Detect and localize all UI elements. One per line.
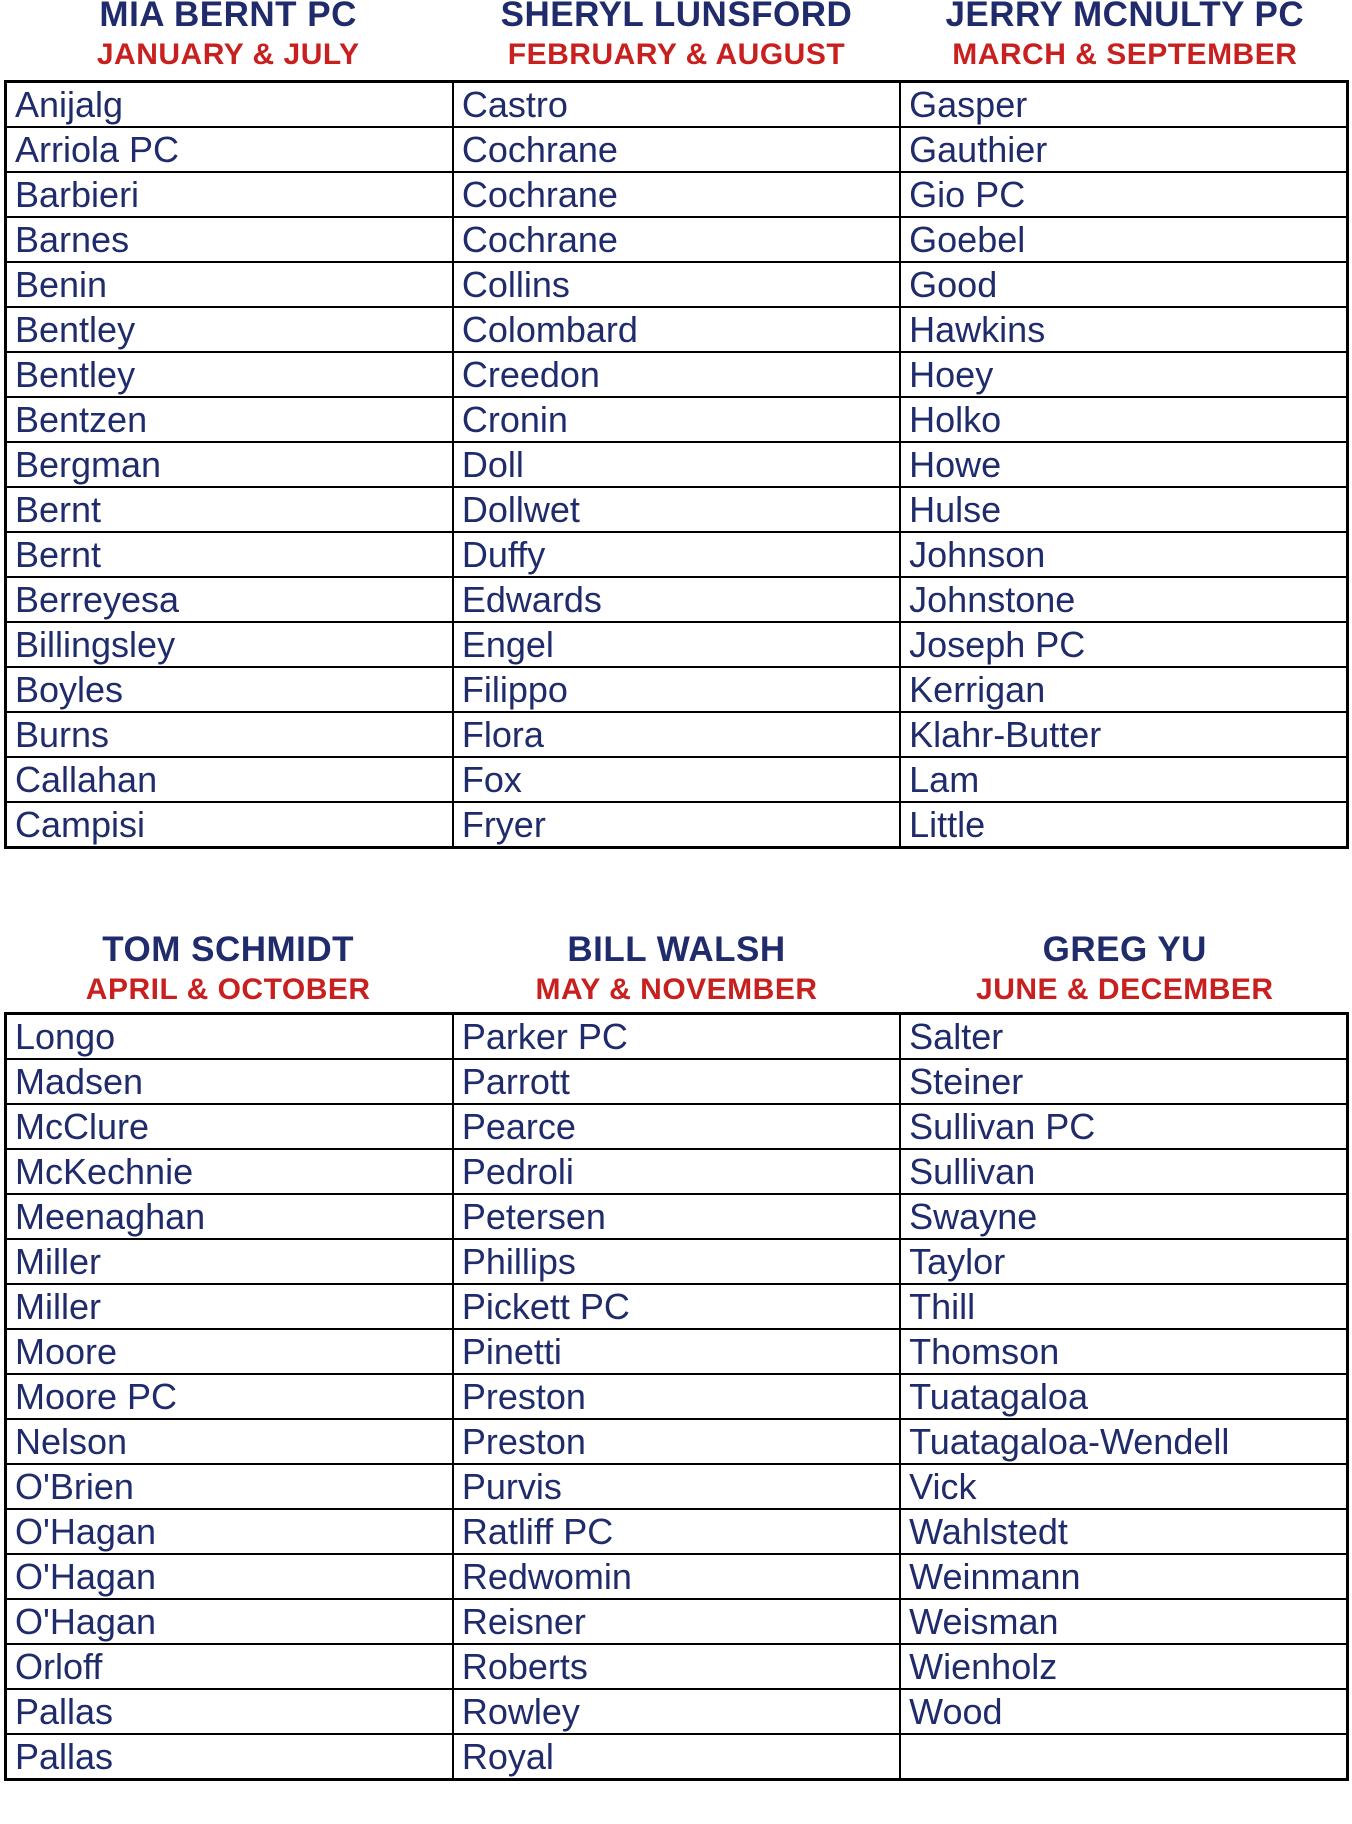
table-cell: Cochrane [453, 127, 900, 172]
table-cell: O'Hagan [6, 1554, 453, 1599]
table-cell: Goebel [900, 217, 1347, 262]
table-cell: Preston [453, 1374, 900, 1419]
bottom-column-headers [4, 932, 1349, 1012]
table-cell: Boyles [6, 667, 453, 712]
top-column-headers [4, 0, 1349, 80]
table-cell: Sullivan [900, 1149, 1347, 1194]
table-cell: Taylor [900, 1239, 1347, 1284]
table-cell: Barnes [6, 217, 453, 262]
table-cell: O'Hagan [6, 1599, 453, 1644]
table-cell: Flora [453, 712, 900, 757]
bottom-roster-body [6, 1014, 1348, 1780]
table-row [6, 667, 1348, 712]
assignee-name: JERRY MCNULTY PC [945, 0, 1305, 34]
table-cell: Wienholz [900, 1644, 1347, 1689]
table-cell: Royal [453, 1734, 900, 1780]
assignee-name: MIA BERNT PC [99, 0, 357, 34]
table-cell: Miller [6, 1284, 453, 1329]
table-cell: Swayne [900, 1194, 1347, 1239]
table-row [6, 442, 1348, 487]
table-cell: Redwomin [453, 1554, 900, 1599]
table-cell: Vick [900, 1464, 1347, 1509]
table-cell: Parker PC [453, 1014, 900, 1060]
table-row [6, 1554, 1348, 1599]
top-roster-table [4, 80, 1349, 849]
table-cell: Edwards [453, 577, 900, 622]
table-cell: Sullivan PC [900, 1104, 1347, 1149]
table-row [6, 577, 1348, 622]
table-cell: Duffy [453, 532, 900, 577]
table-cell: Hawkins [900, 307, 1347, 352]
table-row [6, 1239, 1348, 1284]
table-cell: Pallas [6, 1734, 453, 1780]
table-cell: Salter [900, 1014, 1347, 1060]
table-cell: Campisi [6, 802, 453, 848]
table-cell: Billingsley [6, 622, 453, 667]
column-header [4, 932, 452, 1012]
table-row [6, 1599, 1348, 1644]
table-row [6, 217, 1348, 262]
table-cell: Weinmann [900, 1554, 1347, 1599]
table-cell: Pinetti [453, 1329, 900, 1374]
table-cell: Fox [453, 757, 900, 802]
table-cell: O'Hagan [6, 1509, 453, 1554]
table-row [6, 397, 1348, 442]
table-cell: Arriola PC [6, 127, 453, 172]
table-row [6, 1374, 1348, 1419]
table-row [6, 487, 1348, 532]
table-cell: Klahr-Butter [900, 712, 1347, 757]
column-header [4, 0, 452, 80]
table-cell: Ratliff PC [453, 1509, 900, 1554]
table-cell: Kerrigan [900, 667, 1347, 712]
table-cell: Pickett PC [453, 1284, 900, 1329]
table-cell: Holko [900, 397, 1347, 442]
table-row [6, 532, 1348, 577]
table-cell: Engel [453, 622, 900, 667]
table-cell: Callahan [6, 757, 453, 802]
table-cell: Howe [900, 442, 1347, 487]
assignee-name: SHERYL LUNSFORD [500, 0, 853, 34]
table-row [6, 802, 1348, 848]
table-cell: Steiner [900, 1059, 1347, 1104]
assignee-name: TOM SCHMIDT [102, 930, 355, 969]
table-row [6, 307, 1348, 352]
table-row [6, 1689, 1348, 1734]
table-row [6, 1059, 1348, 1104]
table-cell: Bentzen [6, 397, 453, 442]
table-cell: Rowley [453, 1689, 900, 1734]
table-cell: Bernt [6, 532, 453, 577]
table-cell: Cochrane [453, 172, 900, 217]
table-row [6, 172, 1348, 217]
table-cell: Doll [453, 442, 900, 487]
table-cell: McClure [6, 1104, 453, 1149]
table-cell: Anijalg [6, 82, 453, 128]
assigned-months: APRIL & OCTOBER [85, 973, 371, 1006]
table-cell: Parrott [453, 1059, 900, 1104]
table-cell: Thill [900, 1284, 1347, 1329]
table-cell: Madsen [6, 1059, 453, 1104]
assigned-months: MAY & NOVEMBER [535, 973, 818, 1006]
table-row [6, 1194, 1348, 1239]
column-header [901, 0, 1349, 80]
table-cell: Pearce [453, 1104, 900, 1149]
table-cell [900, 1734, 1347, 1780]
table-cell: Hulse [900, 487, 1347, 532]
table-cell: McKechnie [6, 1149, 453, 1194]
table-cell: Filippo [453, 667, 900, 712]
table-cell: Bergman [6, 442, 453, 487]
assignee-name: BILL WALSH [567, 930, 786, 969]
table-cell: Nelson [6, 1419, 453, 1464]
table-cell: Colombard [453, 307, 900, 352]
bottom-roster-section [4, 932, 1349, 1781]
table-cell: Collins [453, 262, 900, 307]
table-cell: Bentley [6, 307, 453, 352]
bottom-roster-table [4, 1012, 1349, 1781]
table-cell: Meenaghan [6, 1194, 453, 1239]
table-cell: Gasper [900, 82, 1347, 128]
table-cell: Miller [6, 1239, 453, 1284]
table-cell: Cochrane [453, 217, 900, 262]
column-header [452, 932, 900, 1012]
table-row [6, 262, 1348, 307]
assigned-months: JANUARY & JULY [96, 38, 360, 71]
table-cell: Reisner [453, 1599, 900, 1644]
assigned-months: MARCH & SEPTEMBER [952, 38, 1298, 71]
table-row [6, 82, 1348, 128]
table-cell: Burns [6, 712, 453, 757]
table-cell: Johnstone [900, 577, 1347, 622]
table-cell: Fryer [453, 802, 900, 848]
assigned-months: JUNE & DECEMBER [976, 973, 1274, 1006]
table-row [6, 1644, 1348, 1689]
table-row [6, 1104, 1348, 1149]
table-row [6, 712, 1348, 757]
table-row [6, 622, 1348, 667]
table-cell: Lam [900, 757, 1347, 802]
top-roster-body [6, 82, 1348, 848]
table-row [6, 1509, 1348, 1554]
table-row [6, 352, 1348, 397]
table-cell: Thomson [900, 1329, 1347, 1374]
table-cell: Castro [453, 82, 900, 128]
table-cell: Petersen [453, 1194, 900, 1239]
table-cell: Longo [6, 1014, 453, 1060]
table-cell: Tuatagaloa [900, 1374, 1347, 1419]
table-cell: Phillips [453, 1239, 900, 1284]
table-cell: Roberts [453, 1644, 900, 1689]
table-cell: Dollwet [453, 487, 900, 532]
table-cell: Weisman [900, 1599, 1347, 1644]
table-row [6, 1014, 1348, 1060]
assignee-name: GREG YU [1042, 930, 1207, 969]
table-cell: O'Brien [6, 1464, 453, 1509]
table-cell: Wahlstedt [900, 1509, 1347, 1554]
table-row [6, 1329, 1348, 1374]
top-roster-section [4, 0, 1349, 849]
table-cell: Moore PC [6, 1374, 453, 1419]
table-cell: Barbieri [6, 172, 453, 217]
column-header [901, 932, 1349, 1012]
table-cell: Purvis [453, 1464, 900, 1509]
table-cell: Good [900, 262, 1347, 307]
table-cell: Little [900, 802, 1347, 848]
table-cell: Bentley [6, 352, 453, 397]
table-cell: Tuatagaloa-Wendell [900, 1419, 1347, 1464]
table-cell: Benin [6, 262, 453, 307]
table-row [6, 1419, 1348, 1464]
table-row [6, 1464, 1348, 1509]
table-cell: Bernt [6, 487, 453, 532]
table-cell: Orloff [6, 1644, 453, 1689]
table-cell: Johnson [900, 532, 1347, 577]
table-row [6, 1149, 1348, 1194]
column-header [452, 0, 900, 80]
table-row [6, 757, 1348, 802]
table-cell: Gio PC [900, 172, 1347, 217]
table-cell: Berreyesa [6, 577, 453, 622]
table-cell: Creedon [453, 352, 900, 397]
table-cell: Pedroli [453, 1149, 900, 1194]
assigned-months: FEBRUARY & AUGUST [507, 38, 846, 71]
table-row [6, 127, 1348, 172]
table-cell: Hoey [900, 352, 1347, 397]
table-cell: Wood [900, 1689, 1347, 1734]
table-cell: Moore [6, 1329, 453, 1374]
table-cell: Cronin [453, 397, 900, 442]
table-cell: Preston [453, 1419, 900, 1464]
table-cell: Joseph PC [900, 622, 1347, 667]
table-cell: Pallas [6, 1689, 453, 1734]
table-row [6, 1284, 1348, 1329]
table-row [6, 1734, 1348, 1780]
table-cell: Gauthier [900, 127, 1347, 172]
